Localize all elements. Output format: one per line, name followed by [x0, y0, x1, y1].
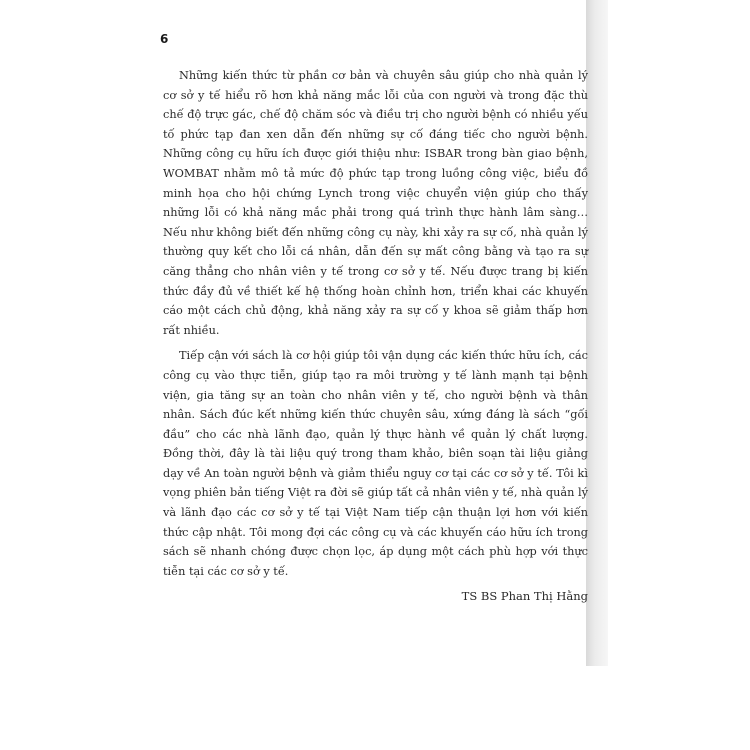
page-number: 6 [160, 32, 169, 46]
paragraph-2: Tiếp cận với sách là cơ hội giúp tôi vận dụng các kiến thức hữu ích, các công cụ vào thực tiễn, giúp tạo ra môi trường y tế lành mạnh tại bệnh viện, gia tăng sự an toàn cho nhân viên y tế, cho người bệnh và thân nhân. Sách đúc kết những kiến thức chuyên sâu, xứng đáng là sách “gối đầu” cho các nhà lãnh đạo, quản lý thực hành về quản lý chất lượng. Đồng thời, đây là tài liệu quý trong tham khảo, biên soạn tài liệu giảng dạy về An toàn người bệnh và giảm thiểu nguy cơ tại các cơ sở y tế. Tôi kì vọng phiên bản tiếng Việt ra đời sẽ giúp tất cả nhân viên y tế, nhà quản lý và lãnh đạo các cơ sở y tế tại Việt Nam tiếp cận thuận lợi hơn với kiến thức cập nhật. Tôi mong đợi các công cụ và các khuyến cáo hữu ích trong sách sẽ nhanh chóng được chọn lọc, áp dụng một cách phù hợp với thực tiễn tại các cơ sở y tế. [163, 349, 588, 578]
page-body [163, 66, 588, 607]
page-edge-shadow [586, 0, 608, 666]
author-signature: TS BS Phan Thị Hằng [461, 589, 588, 604]
paragraph-1: Những kiến thức từ phần cơ bản và chuyên sâu giúp cho nhà quản lý cơ sở y tế hiểu rõ hơn khả năng mắc lỗi của con người và trong đặc thù chế độ trực gác, chế độ chăm sóc và điều trị cho người bệnh có nhiều yếu tố phức tạp đan xen dẫn đến những sự cố đáng tiếc cho người bệnh. Những công cụ hữu ích được giới thiệu như: ISBAR trong bàn giao bệnh, WOMBAT nhằm mô tả mức độ phức tạp trong luồng công việc, biểu đồ minh họa cho hội chứng Lynch trong việc chuyển viện giúp cho thấy những lỗi có khả năng mắc phải trong quá trình thực hành lâm sàng… Nếu như không biết đến những công cụ này, khi xảy ra sự cố, nhà quản lý thường quy kết cho lỗi cá nhân, dẫn đến sự mất công bằng và tạo ra sự căng thẳng cho nhân viên y tế trong cơ sở y tế. Nếu được trang bị kiến thức đầy đủ về thiết kế hệ thống hoàn chỉnh hơn, triển khai các khuyến cáo một cách chủ động, khả năng xảy ra sự cố y khoa sẽ giảm thấp hơn rất nhiều. [163, 69, 588, 337]
